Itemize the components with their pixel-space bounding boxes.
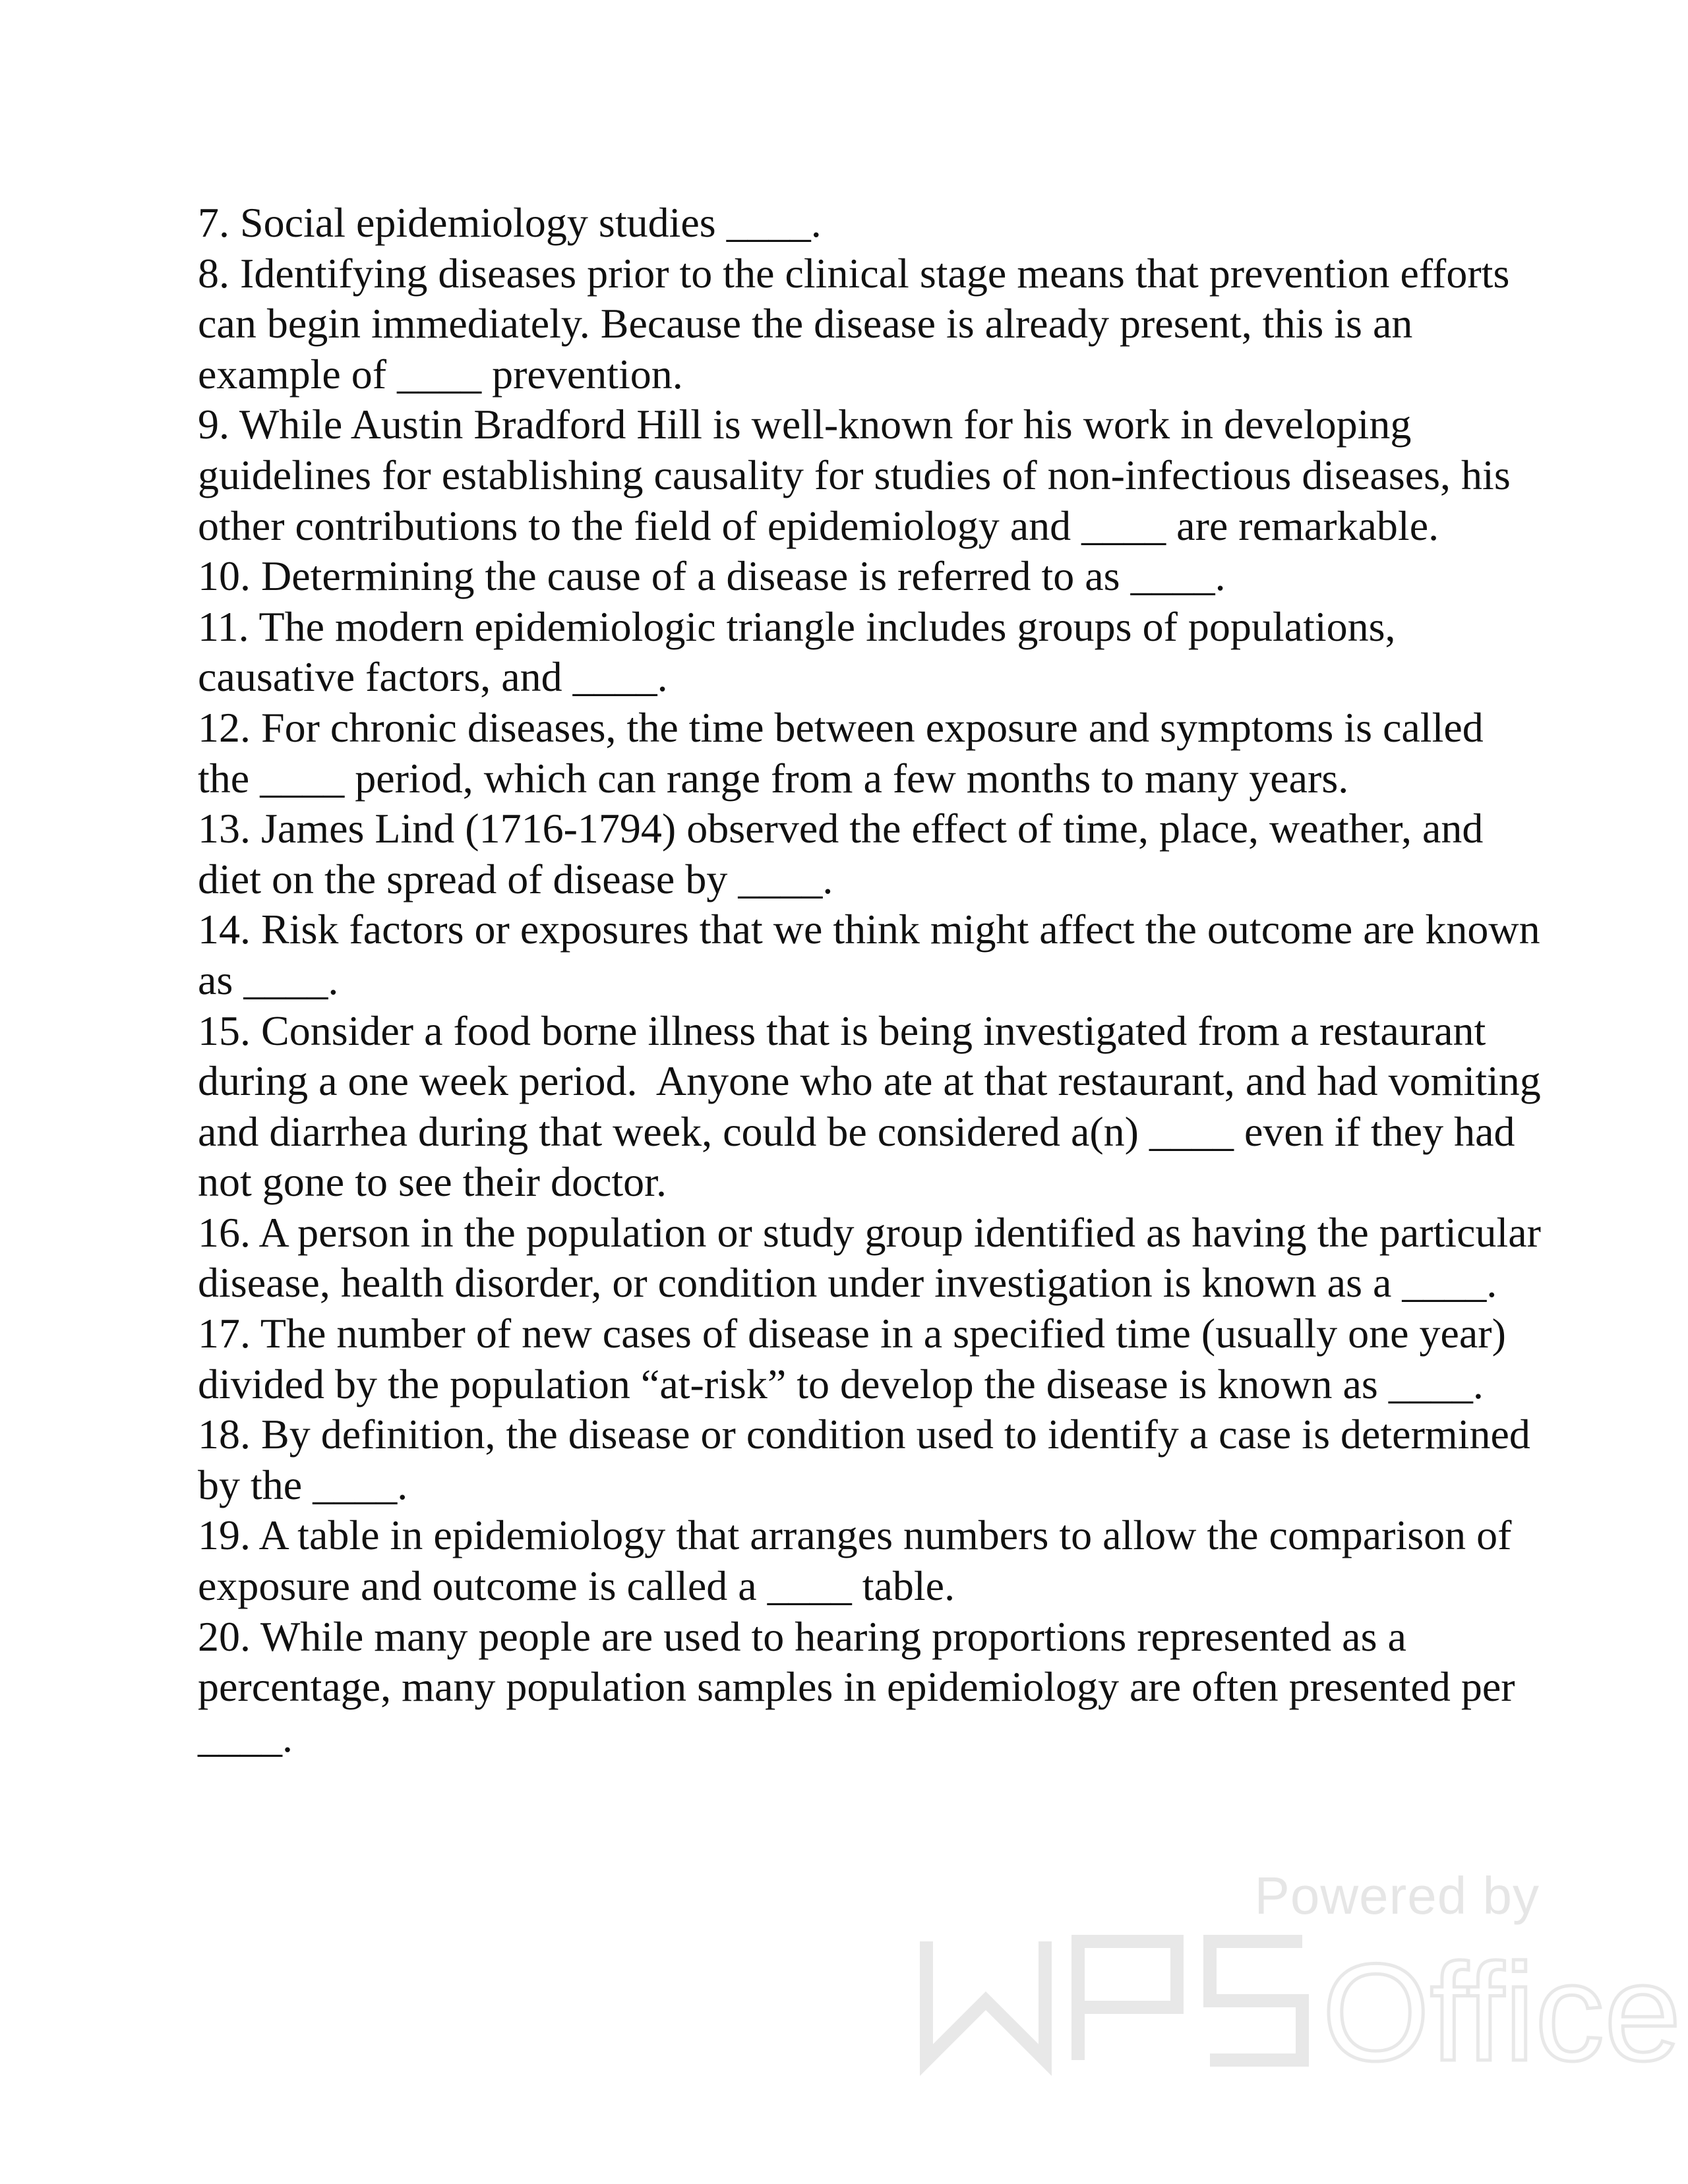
question-12: 12. For chronic diseases, the time between exposure and symptoms is called the ____ period, which can range from a few months to many years.: [198, 703, 1494, 802]
wps-office-watermark: [913, 1866, 1681, 2090]
question-7: 7. Social epidemiology studies ____.: [198, 199, 822, 246]
question-17: 17. The number of new cases of disease in a specified time (usually one year) divided by the population “at-risk” to develop the disease is known as ____.: [198, 1310, 1517, 1407]
question-15: 15. Consider a food borne illness that is being investigated from a restaurant during a one week period. Anyone who ate at that restaurant, and had vomiting and diarrhea during that week, could be considered a(n) ____ even if they had not gone to see their doctor.: [198, 1007, 1552, 1206]
question-16: 16. A person in the population or study group identified as having the particular disease, health disorder, or condition under investigation is known as a ____.: [198, 1208, 1552, 1307]
question-19: 19. A table in epidemiology that arranges numbers to allow the comparison of exposure and outcome is called a ____ table.: [198, 1512, 1522, 1610]
question-8: 8. Identifying diseases prior to the clinical stage means that prevention efforts can begin immediately. Because the disease is already present, this is an example of ____ prevention.: [198, 249, 1521, 398]
question-14: 14. Risk factors or exposures that we think might affect the outcome are known as ____.: [198, 906, 1551, 1003]
watermark-powered-by: Powered by: [1254, 1866, 1540, 1925]
question-18: 18. By definition, the disease or condition used to identify a case is determined by the ____.: [198, 1411, 1541, 1508]
question-11: 11. The modern epidemiologic triangle includes groups of populations, causative factors, and ____.: [198, 603, 1406, 701]
question-13: 13. James Lind (1716-1794) observed the effect of time, place, weather, and diet on the spread of disease by ____.: [198, 805, 1494, 902]
question-9: 9. While Austin Bradford Hill is well-known for his work in developing guidelines for establishing causality for studies of non-infectious diseases, his other contributions to the field of epidemiology and ____ are remarkable.: [198, 401, 1521, 549]
svg-text:Office: Office: [1322, 1935, 1681, 2090]
question-10: 10. Determining the cause of a disease is referred to as ____.: [198, 552, 1226, 600]
wps-office-logo-icon: [913, 1928, 1681, 2090]
document-page: [198, 198, 1552, 1763]
question-20: 20. While many people are used to hearing proportions represented as a percentage, many population samples in epidemiology are often presented per ____.: [198, 1612, 1526, 1761]
